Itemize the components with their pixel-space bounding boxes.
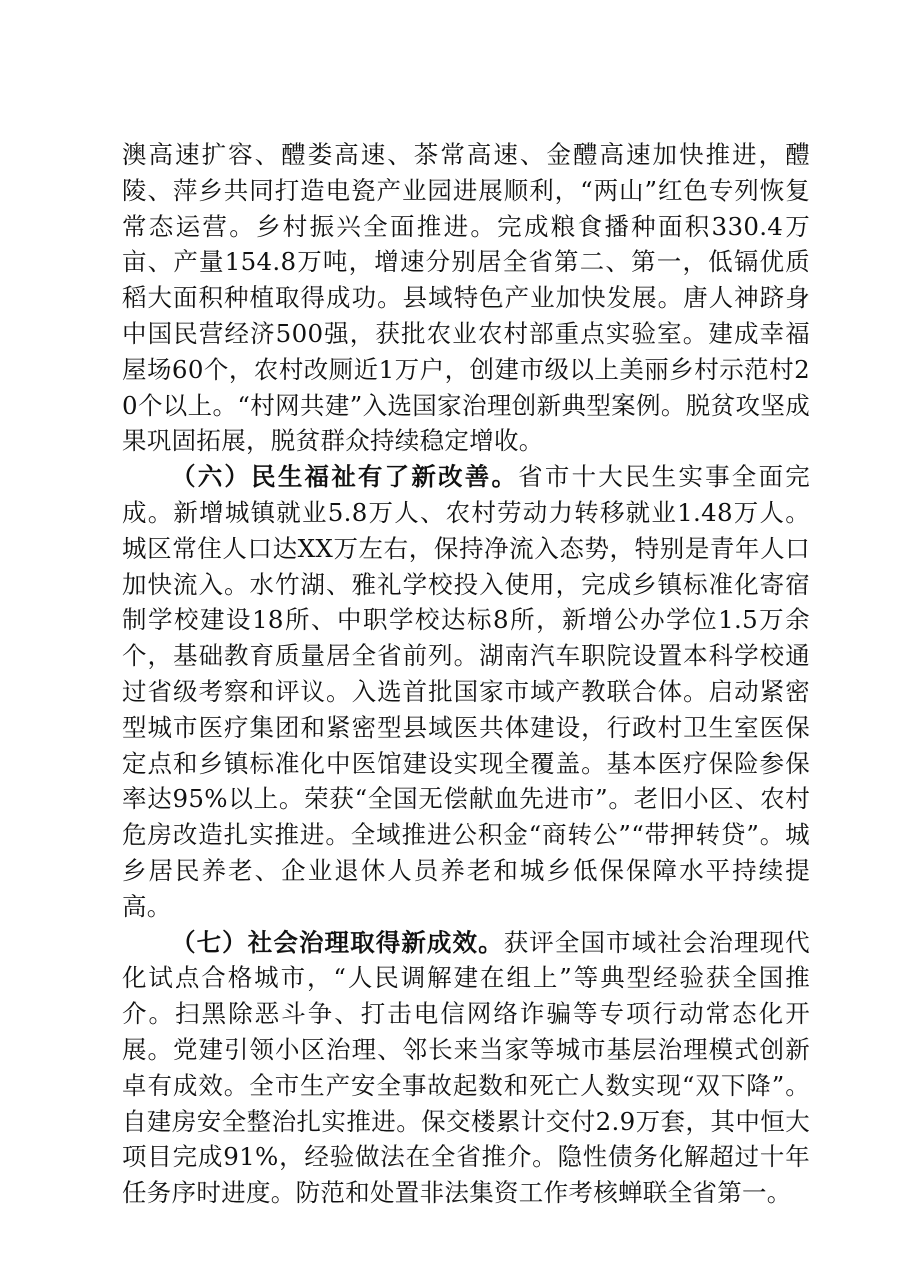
document-body (122, 137, 810, 1211)
section-heading-social-governance: （七）社会治理取得新成效。 (171, 927, 504, 957)
paragraph-text: 澳高速扩容、醴娄高速、茶常高速、金醴高速加快推进，醴陵、萍乡共同打造电瓷产业园进展顺利，“两山”红色专列恢复常态运营。乡村振兴全面推进。完成粮食播种面积330.4万亩、产量154.8万吨，增速分别居全省第二、第一，低镉优质稻大面积种植取得成功。县域特色产业加快发展。唐人神跻身中国民营经济500强，获批农业农村部重点实验室。建成幸福屋场60个，农村改厕近1万户，创建市级以上美丽乡村示范村20个以上。“村网共建”入选国家治理创新典型案例。脱贫攻坚成果巩固拓展，脱贫群众持续稳定增收。 (122, 140, 810, 456)
section-heading-livelihood: （六）民生福祉有了新改善。 (171, 462, 519, 492)
paragraph-livelihood (122, 459, 810, 924)
paragraph-text: 获评全国市域社会治理现代化试点合格城市，“人民调解建在组上”等典型经验获全国推介。扫黑除恶斗争、打击电信网络诈骗等专项行动常态化开展。党建引领小区治理、邻长来当家等城市基层治理模式创新卓有成效。全市生产安全事故起数和死亡人数实现“双下降”。自建房安全整治扎实推进。保交楼累计交付2.9万套，其中恒大项目完成91%，经验做法在全省推介。隐性债务化解超过十年任务序时进度。防范和处置非法集资工作考核蝉联全省第一。 (122, 927, 810, 1208)
paragraph-social-governance (122, 925, 810, 1211)
paragraph-text: 省市十大民生实事全面完成。新增城镇就业5.8万人、农村劳动力转移就业1.48万人。城区常住人口达XX万左右，保持净流入态势，特别是青年人口加快流入。水竹湖、雅礼学校投入使用，完成乡镇标准化寄宿制学校建设18所、中职学校达标8所，新增公办学位1.5万余个，基础教育质量居全省前列。湖南汽车职院设置本科学校通过省级考察和评议。入选首批国家市域产教联合体。启动紧密型城市医疗集团和紧密型县域医共体建设，行政村卫生室医保定点和乡镇标准化中医馆建设实现全覆盖。基本医疗保险参保率达95%以上。荣获“全国无偿献血先进市”。老旧小区、农村危房改造扎实推进。全域推进公积金“商转公”“带押转贷”。城乡居民养老、企业退休人员养老和城乡低保保障水平持续提高。 (122, 462, 810, 921)
paragraph-rural-infrastructure (122, 137, 810, 459)
